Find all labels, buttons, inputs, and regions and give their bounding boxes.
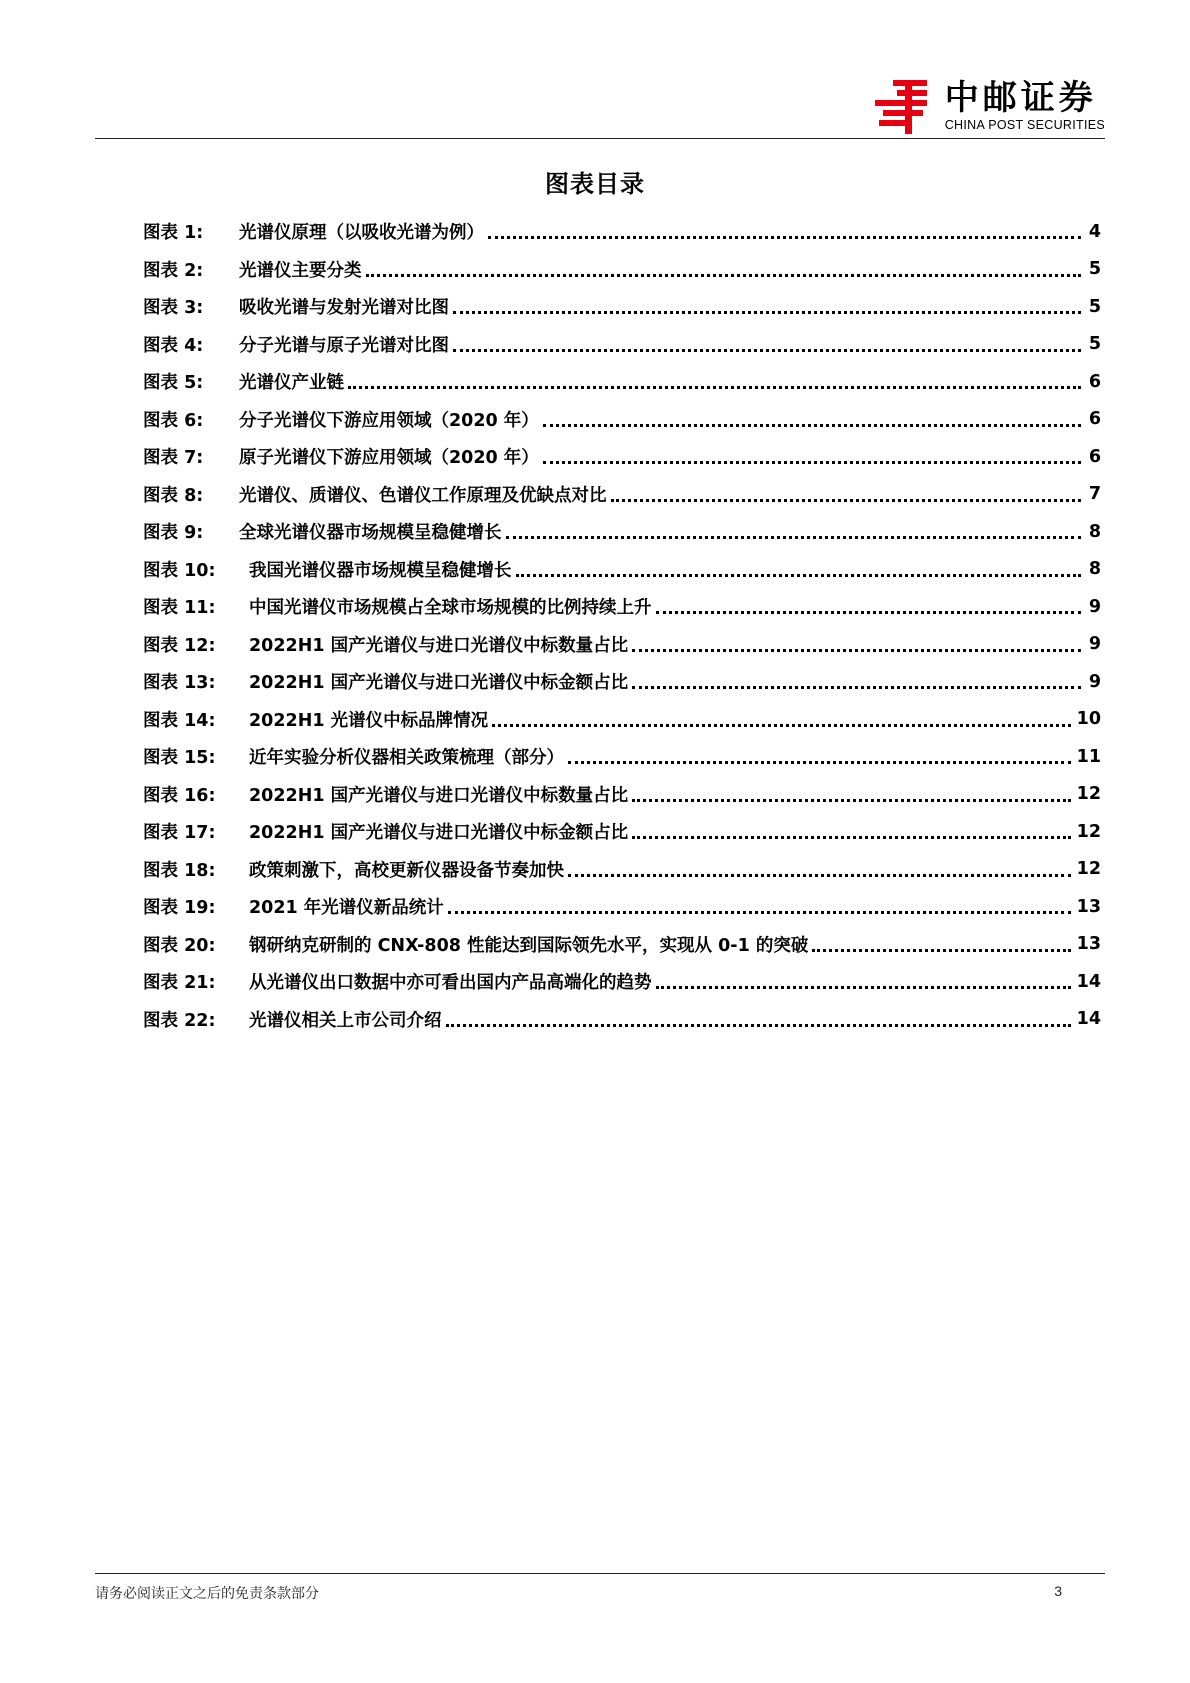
toc-entry[interactable] bbox=[143, 438, 1101, 476]
toc-entry-text: 分子光谱与原子光谱对比图 bbox=[239, 335, 449, 356]
toc-entry-page: 12 bbox=[1076, 859, 1101, 880]
toc-dot-leader bbox=[656, 611, 1082, 614]
footer-disclaimer: 请务必阅读正文之后的免责条款部分 bbox=[95, 1586, 319, 1602]
footer-page-number: 3 bbox=[1054, 1583, 1062, 1599]
toc-entry-label: 图表 10: bbox=[143, 560, 216, 581]
toc-entry-label: 图表 11: bbox=[143, 598, 216, 619]
toc-entry-label: 图表 17: bbox=[143, 823, 216, 844]
toc-entry-label: 图表 3: bbox=[143, 298, 204, 319]
toc-entry[interactable] bbox=[143, 888, 1101, 926]
toc-dot-leader bbox=[446, 1024, 1071, 1027]
toc-entry-label: 图表 5: bbox=[143, 373, 204, 394]
toc-entry-text: 2022H1 光谱仪中标品牌情况 bbox=[249, 710, 489, 731]
toc-entry-label: 图表 22: bbox=[143, 1010, 216, 1031]
footer-divider bbox=[95, 1573, 1105, 1574]
toc-entry-label: 图表 21: bbox=[143, 973, 216, 994]
toc-entry[interactable] bbox=[143, 213, 1101, 251]
toc-entry[interactable] bbox=[143, 626, 1101, 664]
toc-entry[interactable] bbox=[143, 776, 1101, 814]
logo-english-name: CHINA POST SECURITIES bbox=[944, 118, 1105, 132]
toc-entry-label: 图表 7: bbox=[143, 448, 204, 469]
toc-dot-leader bbox=[656, 986, 1071, 989]
toc-entry-page: 13 bbox=[1076, 934, 1101, 955]
toc-entry-text: 光谱仪原理（以吸收光谱为例） bbox=[239, 223, 484, 244]
toc-dot-leader bbox=[632, 799, 1071, 802]
toc-entry-text: 分子光谱仪下游应用领域（2020 年） bbox=[239, 410, 539, 431]
toc-entry-page: 9 bbox=[1088, 671, 1101, 692]
toc-dot-leader bbox=[453, 349, 1081, 352]
toc-dot-leader bbox=[506, 536, 1082, 539]
toc-dot-leader bbox=[448, 911, 1071, 914]
toc-dot-leader bbox=[611, 499, 1082, 502]
toc-entry[interactable] bbox=[143, 326, 1101, 364]
toc-dot-leader bbox=[453, 311, 1081, 314]
toc-entry-page: 4 bbox=[1088, 221, 1101, 242]
toc-entry-text: 我国光谱仪器市场规模呈稳健增长 bbox=[249, 560, 512, 581]
toc-entry[interactable] bbox=[143, 701, 1101, 739]
toc-dot-leader bbox=[812, 949, 1070, 952]
company-logo bbox=[873, 75, 1105, 137]
toc-entry-label: 图表 2: bbox=[143, 260, 204, 281]
toc-entry-page: 6 bbox=[1088, 409, 1101, 430]
toc-entry-text: 2022H1 国产光谱仪与进口光谱仪中标数量占比 bbox=[249, 635, 629, 656]
toc-entry[interactable] bbox=[143, 963, 1101, 1001]
toc-entry-text: 吸收光谱与发射光谱对比图 bbox=[239, 298, 449, 319]
toc-dot-leader bbox=[632, 686, 1081, 689]
toc-entry-page: 5 bbox=[1088, 296, 1101, 317]
toc-entry[interactable] bbox=[143, 926, 1101, 964]
toc-entry[interactable] bbox=[143, 851, 1101, 889]
toc-entry-label: 图表 13: bbox=[143, 673, 216, 694]
toc-entry-label: 图表 4: bbox=[143, 335, 204, 356]
toc-dot-leader bbox=[568, 761, 1071, 764]
toc-entry[interactable] bbox=[143, 813, 1101, 851]
toc-entry[interactable] bbox=[143, 401, 1101, 439]
toc-entry[interactable] bbox=[143, 1001, 1101, 1039]
toc-entry[interactable] bbox=[143, 288, 1101, 326]
china-post-logo-icon bbox=[873, 76, 937, 136]
toc-entry-text: 原子光谱仪下游应用领域（2020 年） bbox=[239, 448, 539, 469]
toc-entry-label: 图表 18: bbox=[143, 860, 216, 881]
toc-entry-text: 光谱仪主要分类 bbox=[239, 260, 362, 281]
toc-entry[interactable] bbox=[143, 363, 1101, 401]
toc-entry-page: 9 bbox=[1088, 634, 1101, 655]
toc-entry-page: 6 bbox=[1088, 446, 1101, 467]
toc-entry[interactable] bbox=[143, 663, 1101, 701]
toc-dot-leader bbox=[492, 724, 1071, 727]
toc-entry[interactable] bbox=[143, 476, 1101, 514]
toc-title: 图表目录 bbox=[545, 170, 645, 198]
toc-entry-text: 光谱仪、质谱仪、色谱仪工作原理及优缺点对比 bbox=[239, 485, 607, 506]
logo-chinese-name: 中邮证券 bbox=[944, 78, 1097, 118]
toc-entry-text: 政策刺激下，高校更新仪器设备节奏加快 bbox=[249, 860, 564, 881]
toc-entry[interactable] bbox=[143, 251, 1101, 289]
toc-entry-page: 12 bbox=[1076, 784, 1101, 805]
page-header bbox=[95, 60, 1105, 138]
toc-entry-page: 5 bbox=[1088, 259, 1101, 280]
toc-entry-page: 14 bbox=[1076, 971, 1101, 992]
header-divider bbox=[95, 138, 1105, 139]
toc-entry-label: 图表 1: bbox=[143, 223, 204, 244]
toc-entry-label: 图表 14: bbox=[143, 710, 216, 731]
toc-entry[interactable] bbox=[143, 738, 1101, 776]
toc-entry-text: 光谱仪产业链 bbox=[239, 373, 344, 394]
toc-entry-page: 8 bbox=[1088, 559, 1101, 580]
toc-dot-leader bbox=[348, 386, 1081, 389]
toc-dot-leader bbox=[568, 874, 1071, 877]
toc-entry[interactable] bbox=[143, 588, 1101, 626]
toc-entry-label: 图表 15: bbox=[143, 748, 216, 769]
toc-entry-text: 从光谱仪出口数据中亦可看出国内产品高端化的趋势 bbox=[249, 973, 652, 994]
toc-dot-leader bbox=[516, 574, 1082, 577]
toc-list bbox=[143, 213, 1101, 1038]
toc-entry-text: 2022H1 国产光谱仪与进口光谱仪中标数量占比 bbox=[249, 785, 629, 806]
toc-entry-page: 13 bbox=[1076, 896, 1101, 917]
toc-entry[interactable] bbox=[143, 513, 1101, 551]
toc-entry-label: 图表 20: bbox=[143, 935, 216, 956]
toc-entry-label: 图表 12: bbox=[143, 635, 216, 656]
toc-entry-page: 7 bbox=[1088, 484, 1101, 505]
toc-entry-page: 8 bbox=[1088, 521, 1101, 542]
toc-entry-text: 2022H1 国产光谱仪与进口光谱仪中标金额占比 bbox=[249, 673, 629, 694]
toc-entry-text: 中国光谱仪市场规模占全球市场规模的比例持续上升 bbox=[249, 598, 652, 619]
toc-entry-text: 钢研纳克研制的 CNX-808 性能达到国际领先水平，实现从 0-1 的突破 bbox=[249, 935, 809, 956]
toc-dot-leader bbox=[632, 649, 1081, 652]
toc-dot-leader bbox=[543, 424, 1081, 427]
toc-dot-leader bbox=[488, 236, 1081, 239]
toc-entry-text: 2021 年光谱仪新品统计 bbox=[249, 898, 444, 919]
toc-entry-label: 图表 9: bbox=[143, 523, 204, 544]
toc-entry-page: 10 bbox=[1076, 709, 1101, 730]
toc-entry-page: 12 bbox=[1076, 821, 1101, 842]
toc-entry-text: 全球光谱仪器市场规模呈稳健增长 bbox=[239, 523, 502, 544]
toc-dot-leader bbox=[366, 274, 1082, 277]
toc-entry-text: 光谱仪相关上市公司介绍 bbox=[249, 1010, 442, 1031]
toc-entry-page: 6 bbox=[1088, 371, 1101, 392]
toc-entry[interactable] bbox=[143, 551, 1101, 589]
toc-entry-page: 14 bbox=[1076, 1009, 1101, 1030]
toc-entry-label: 图表 16: bbox=[143, 785, 216, 806]
toc-entry-page: 5 bbox=[1088, 334, 1101, 355]
toc-entry-label: 图表 19: bbox=[143, 898, 216, 919]
toc-entry-page: 11 bbox=[1076, 746, 1101, 767]
toc-entry-text: 近年实验分析仪器相关政策梳理（部分） bbox=[249, 748, 564, 769]
toc-entry-text: 2022H1 国产光谱仪与进口光谱仪中标金额占比 bbox=[249, 823, 629, 844]
toc-entry-page: 9 bbox=[1088, 596, 1101, 617]
toc-entry-label: 图表 6: bbox=[143, 410, 204, 431]
toc-entry-label: 图表 8: bbox=[143, 485, 204, 506]
toc-dot-leader bbox=[543, 461, 1081, 464]
toc-dot-leader bbox=[632, 836, 1071, 839]
